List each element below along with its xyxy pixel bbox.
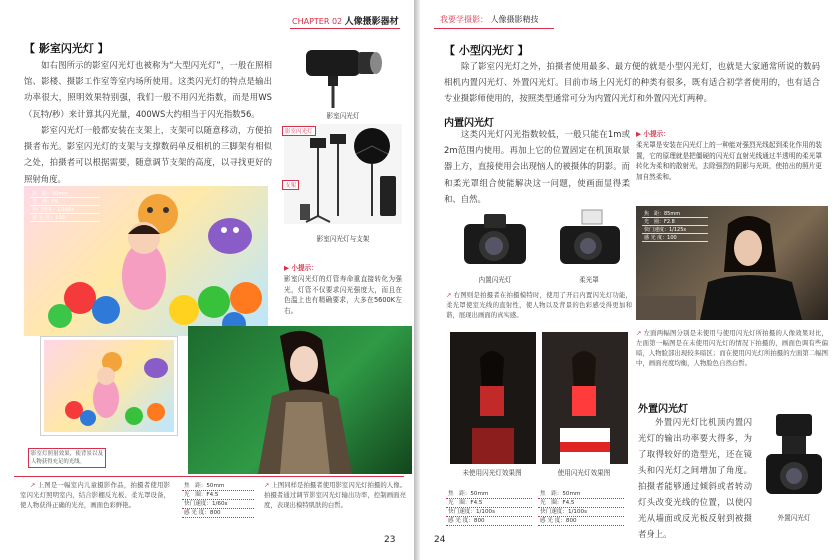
tip-bullet-icon: ▶ (636, 130, 642, 138)
tip-body-left: 影室闪光灯的灯管寿命重直接转化为强光，灯管不仅要求闪光强度大，而且在色温上也有精确要求，大多在5600K左右。 (284, 275, 402, 315)
note-arrow-icon: ↗ (264, 481, 270, 489)
param-row: 光 圈：F4.5 (446, 499, 532, 508)
small-child-illustration (44, 340, 174, 432)
no-flash-illustration (450, 332, 536, 464)
portrait-note (636, 328, 828, 368)
header-rule-right (434, 28, 554, 29)
series-header (440, 14, 539, 25)
param-iso: 感 光 度：100 (642, 234, 708, 242)
chapter-title: 人像摄影器材 (344, 17, 399, 27)
tip-title-left (284, 262, 318, 272)
note-child-text: 上图是一幅室内儿童摄影作品，拍摄者使用影室闪光灯照明室内，结合影棚反光板、柔光罩设备，使人物获得正确的光亮，画面色彩鲜艳。 (20, 481, 170, 509)
param-row: 焦 距：50mm (182, 482, 254, 491)
strobe-stand-caption: 影室闪光灯与支架 (316, 235, 370, 243)
section-heading-right: 【 小型闪光灯 】 (444, 44, 529, 57)
subhead-external: 外置闪光灯 (638, 404, 688, 415)
builtin-flash-image (454, 208, 536, 270)
external-paragraph: 外置闪光灯比机顶内置闪光灯的输出功率要大得多，为了取得较好的造型光，还在镜头和闪光灯之间增加了角度。拍摄者能够通过倾斜或者转动灯头改变光线的位置，以使闪光从墙面或反光板反射到被摄者身上。 (638, 417, 752, 539)
series-label: 我要学摄影： (440, 15, 488, 24)
flash-illustration (542, 332, 628, 464)
tip-title-text: 小提示： (291, 264, 318, 272)
no-flash-photo (450, 332, 536, 464)
param-row: 快门速度：1/100s (446, 508, 532, 517)
model-illustration (188, 326, 412, 474)
tip-bullet-icon: ▶ (284, 264, 290, 272)
builtin-paragraph: 这类闪光灯闪光指数较低，一般只能在1m或2m范围内使用。再加上它的位置固定在机顶取景器上方，直接使用会出现恼人的被摄体的阴影。而和柔光罩组合使能解决这一问题，使画面显得柔和、自然。 (444, 129, 630, 204)
chapter-header (292, 14, 399, 27)
left-page (0, 0, 414, 560)
note-arrow-icon: ↗ (446, 291, 452, 299)
subhead-builtin: 内置闪光灯 (444, 118, 494, 129)
note-model-photo (264, 480, 406, 510)
param-row: 光 圈：F4.5 (538, 499, 624, 508)
page-number-left: 23 (384, 535, 396, 545)
child-studio-photo (24, 186, 268, 336)
note-arrow-icon: ↗ (636, 329, 642, 337)
param-row: 感 光 度：800 (538, 517, 624, 526)
stand-paragraph: 影室闪光灯一般都安装在支架上，支架可以随意移动，方便拍摄者布光。影室闪光灯的支架与支撑数码单反相机的三脚架有相似之处，拍摄者可以根据需要，随意调节支架的高度，以寻找更好的照射角度。 (24, 125, 272, 184)
param-row: 光 圈：F4.5 (182, 491, 254, 500)
flash-photo (542, 332, 628, 464)
strobe-illustration (284, 38, 402, 108)
header-rule (290, 28, 400, 29)
camera-builtin-illustration (454, 208, 536, 270)
tip-body-right: 柔光罩是安装在闪光灯上的一种能对强烈光线起到柔化作用的装置，它的原理就是把僵硬的闪光灯直射光线通过半透明的柔光罩转化为柔和的散射光，去除强烈的阴影与光斑，使拍出的照片更加自然柔和。 (636, 141, 822, 181)
builtin-flash-caption: 内置闪光灯 (478, 276, 512, 284)
stand-label: 支架 (282, 180, 299, 190)
note-model-text: 上图同样是拍摄者使用影室闪光灯拍摄的人像。拍摄者通过调节影室闪光灯输出功率，控制画面亮度，表现出模特肌肤的白皙。 (264, 481, 406, 509)
param-focal: 焦 距：50mm (30, 190, 100, 198)
intro-paragraph: 如右图所示的影室闪光灯也被称为“大型闪光灯”，一般在照相馆、影楼、摄影工作室等室内场所使用。这类闪光灯的特点是输出功率很大，照明效果特别强，我们一般不用闪光指数，而是用WS（瓦特/秒）来计算其闪光量，400WS大约相当于闪光指数56。 (24, 60, 272, 119)
overlay-params-left (30, 190, 100, 222)
tip-title-right (636, 128, 670, 138)
external-flash-caption: 外置闪光灯 (777, 514, 811, 522)
params-table-left (182, 482, 254, 518)
small-child-photo (44, 340, 174, 432)
external-flash-image (760, 410, 828, 506)
page-number-right: 24 (434, 535, 446, 545)
portrait-note-text: 左面两幅图分别是未使用与使用闪光灯所拍摄的人像效果对比，左面第一幅图是在未使用闪光灯的情况下拍摄的，画面色调有些偏暗，人物脸部出现较多暗区；而在使用闪光灯所拍摄的左面第二幅图中，画面亮度均衡，人物脸色自然白皙。 (636, 329, 828, 367)
no-flash-caption: 未使用闪光灯效果图 (462, 469, 522, 477)
series-title: 人像摄影精技 (490, 15, 539, 24)
portrait-photo (636, 206, 828, 320)
note-arrow-icon: ↗ (30, 481, 36, 489)
small-photo-note: 影室灯照射效果，使背景以及人物获得充足的光线。 (28, 448, 106, 468)
note-child-photo (20, 480, 170, 510)
tip-title-text: 小提示： (643, 130, 670, 138)
overlay-params-right (642, 210, 708, 242)
param-iso: 感 光 度：100 (30, 214, 100, 222)
flash-caption: 使用闪光灯效果图 (557, 469, 611, 477)
strobe-image (284, 38, 402, 108)
small-flash-paragraph: 除了影室闪光灯之外，拍摄者使用最多、最方便的就是小型闪光灯，也就是大家通常所说的数码相机内置闪光灯、外置闪光灯。目前市场上闪光灯的种类有很多，既有适合初学者使用的，也有适合专业摄影师使用的，按照类型通常可分为内置闪光灯和外置闪光灯两种。 (444, 61, 820, 104)
model-photo (188, 326, 412, 474)
param-shutter: 快门速度：1/160s (30, 206, 100, 214)
strobe-stand-illustration (284, 124, 402, 224)
param-row: 快门速度：1/100s (538, 508, 624, 517)
external-flash-illustration (760, 410, 828, 506)
param-row: 快门速度：1/60s (182, 500, 254, 509)
strobe-stand-image (284, 124, 402, 224)
params-table-flash (538, 490, 624, 526)
diffuser-caption: 柔光罩 (579, 276, 599, 284)
param-row: 感 光 度：800 (182, 509, 254, 518)
diffuser-image (548, 208, 630, 270)
params-table-no-flash (446, 490, 532, 526)
bottom-divider-left (14, 476, 404, 477)
param-row: 感 光 度：800 (446, 517, 532, 526)
chapter-label: CHAPTER 02 (292, 17, 343, 26)
small-photo-frame (40, 336, 178, 436)
flash-label: 影室闪光灯 (282, 126, 316, 136)
right-page (420, 0, 834, 560)
param-focal: 焦 距：85mm (642, 210, 708, 218)
camera-diffuser-illustration (548, 208, 630, 270)
param-aperture: 光 圈：F2.8 (642, 218, 708, 226)
param-aperture: 光 圈：F8 (30, 198, 100, 206)
compare-note (446, 290, 632, 320)
section-heading: 【 影室闪光灯 】 (24, 42, 109, 55)
param-shutter: 快门速度：1/125s (642, 226, 708, 234)
strobe-caption: 影室闪光灯 (326, 112, 360, 120)
compare-note-text: 右图则是拍摄者在拍摄模特时，使用了开启内置闪光灯功能，柔光罩使室光线的直射性，使人物以及背景的色彩感受得更加和谐，展现出画面的真实感。 (446, 291, 632, 319)
param-row: 焦 距：50mm (446, 490, 532, 499)
param-row: 焦 距：50mm (538, 490, 624, 499)
